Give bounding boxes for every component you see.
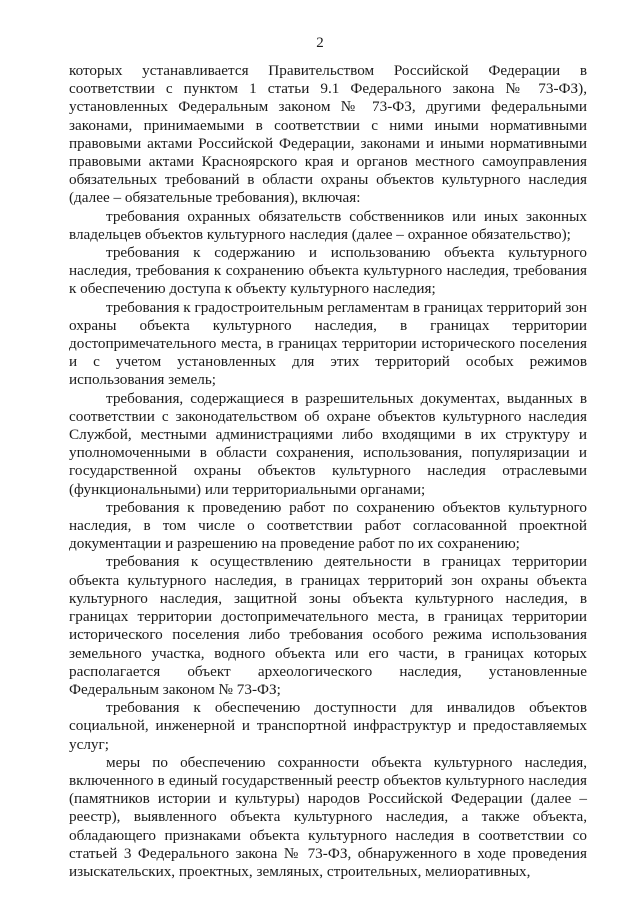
- paragraph-activity-requirements: требования к осуществлению деятельности в границах территории объекта культурного наследия, в границах территорий зон охраны объекта культурного наследия, защитной зоны объекта культурного наследия, в границах территории достопримечательного места, в границах территории исторического поселения либо требования особого режима использования земельного участка, водного объекта или его части, в границах которых располагается объект археологического наследия, установленные Федеральным законом № 73-ФЗ;: [69, 553, 587, 698]
- document-body: [69, 62, 587, 881]
- paragraph-preservation-works-requirements: требования к проведению работ по сохранению объектов культурного наследия, в том числе о соответствии работ согласованной проектной документации и разрешению на проведение работ по их сохранению;: [69, 498, 587, 553]
- page-number: 2: [316, 35, 324, 51]
- paragraph-continuation: которых устанавливается Правительством Российской Федерации в соответствии с пунктом 1 статьи 9.1 Федерального закона № 73-ФЗ), установленных Федеральным законом № 73-ФЗ, другими федеральными законами, принимаемыми в соответствии с ними иными нормативными правовыми актами Российской Федерации, законами и иными нормативными правовыми актами Красноярского края и органов местного самоуправления обязательных требований в области охраны объектов культурного наследия (далее – обязательные требования), включая:: [69, 62, 587, 207]
- paragraph-maintenance-requirements: требования к содержанию и использованию объекта культурного наследия, требования к сохранению объекта культурного наследия, требования к обеспечению доступа к объекту культурного наследия;: [69, 244, 587, 298]
- paragraph-protection-obligations: требования охранных обязательств собственников или иных законных владельцев объектов культурного наследия (далее – охранное обязательство);: [69, 207, 587, 243]
- paragraph-permit-requirements: требования, содержащиеся в разрешительных документах, выданных в соответствии с законодательством об охране объектов культурного наследия Службой, местными администрациями либо входящими в их структуру и уполномоченными в области сохранения, использования, популяризации и государственной охраны объектов культурного наследия отраслевыми (функциональными) или территориальными органами;: [69, 389, 587, 498]
- paragraph-urban-planning-requirements: требования к градостроительным регламентам в границах территорий зон охраны объекта культурного наследия, в границах территории достопримечательного места, в границах территории исторического поселения и с учетом установленных для этих территорий особых режимов использования земель;: [69, 298, 587, 389]
- paragraph-safety-measures: меры по обеспечению сохранности объекта культурного наследия, включенного в единый государственный реестр объектов культурного наследия (памятников истории и культуры) народов Российской Федерации (далее – реестр), выявленного объекта культурного наследия, а также объекта, обладающего признаками объекта культурного наследия в соответствии со статьей 3 Федерального закона № 73-ФЗ, обнаруженного в ходе проведения изыскательских, проектных, земляных, строительных, мелиоративных,: [69, 753, 587, 880]
- paragraph-accessibility-requirements: требования к обеспечению доступности для инвалидов объектов социальной, инженерной и транспортной инфраструктур и предоставляемых услуг;: [69, 699, 587, 753]
